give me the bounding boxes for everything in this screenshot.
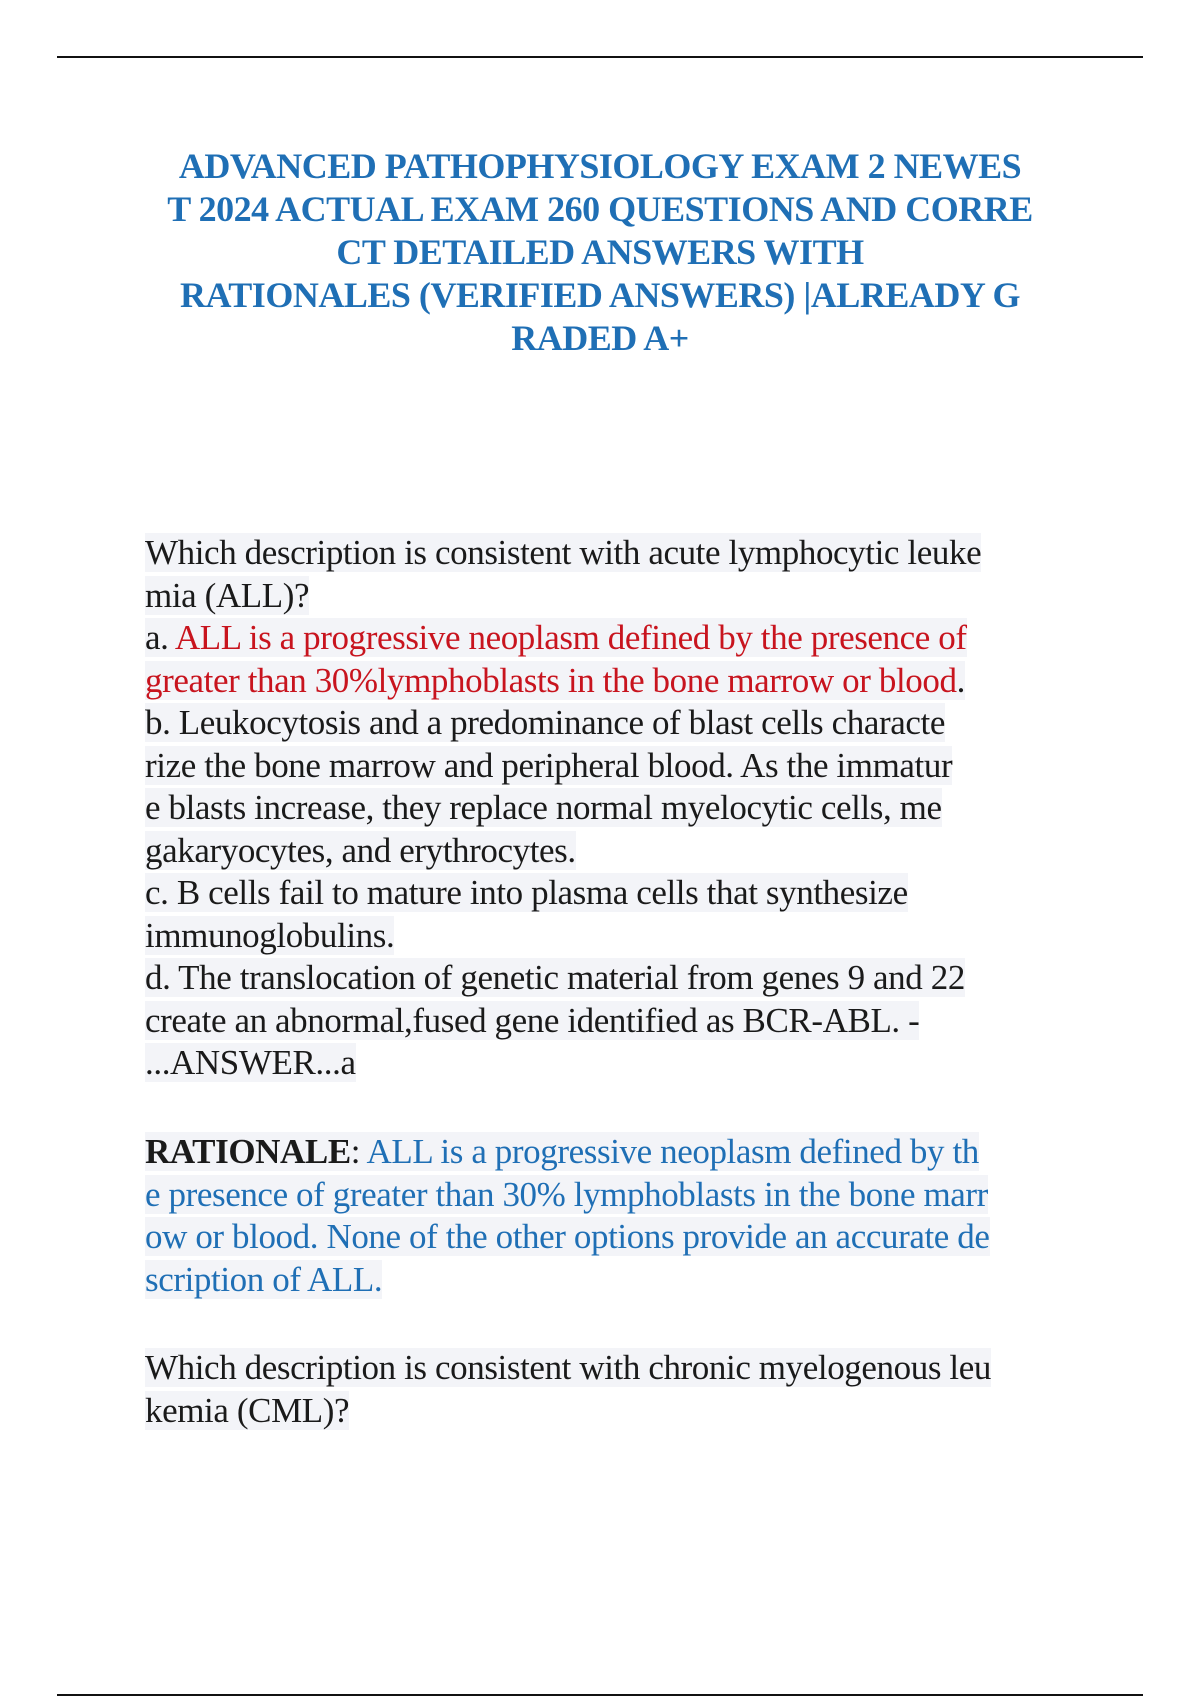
option-a-prefix: a. xyxy=(145,618,175,657)
option-a-line xyxy=(145,617,1075,660)
rationale xyxy=(145,1131,1075,1301)
question-stem-line: Which description is consistent with acute lymphocytic leuke xyxy=(145,533,982,572)
rationale-line: ow or blood. None of the other options provide an accurate de xyxy=(145,1217,990,1256)
document-title xyxy=(145,145,1055,360)
rationale-label: RATIONALE xyxy=(145,1132,351,1171)
bottom-rule xyxy=(57,1694,1143,1696)
option-a-line xyxy=(145,660,1075,703)
title-line: CT DETAILED ANSWERS WITH xyxy=(336,232,864,272)
rationale-line: scription of ALL. xyxy=(145,1259,383,1299)
option-a-text: greater than 30%lymphoblasts in the bone marrow or blood xyxy=(145,660,957,700)
question-2 xyxy=(145,1347,1075,1432)
option-a-text: ALL is a progressive neoplasm defined by the presence of xyxy=(174,618,967,657)
question-1 xyxy=(145,532,1075,1085)
option-b-line: rize the bone marrow and peripheral blood. As the immatur xyxy=(145,745,953,785)
title-line: T 2024 ACTUAL EXAM 260 QUESTIONS AND CORRE xyxy=(167,189,1033,229)
option-d-line: create an abnormal,fused gene identified as BCR-ABL. - xyxy=(145,1000,920,1040)
option-b-line: e blasts increase, they replace normal myelocytic cells, me xyxy=(145,788,942,827)
option-d-line: d. The translocation of genetic material from genes 9 and 22 xyxy=(145,958,965,997)
option-a-suffix: . xyxy=(956,660,965,700)
rationale-line xyxy=(145,1131,1075,1174)
top-rule xyxy=(57,56,1143,58)
option-b-line: gakaryocytes, and erythrocytes. xyxy=(145,830,576,870)
question-stem-line: mia (ALL)? xyxy=(145,575,310,615)
title-line: RADED A+ xyxy=(511,318,689,358)
rationale-line: e presence of greater than 30% lymphoblasts in the bone marr xyxy=(145,1174,988,1214)
title-line: RATIONALES (VERIFIED ANSWERS) |ALREADY G xyxy=(179,275,1021,315)
rationale-separator: : xyxy=(350,1132,367,1171)
answer-line: ...ANSWER...a xyxy=(145,1043,356,1082)
question-stem-line: Which description is consistent with chronic myelogenous leu xyxy=(145,1348,991,1387)
rationale-text: ALL is a progressive neoplasm defined by th xyxy=(366,1132,979,1171)
option-c-line: c. B cells fail to mature into plasma cells that synthesize xyxy=(145,873,908,912)
question-stem-line: kemia (CML)? xyxy=(145,1390,350,1430)
option-b-line: b. Leukocytosis and a predominance of blast cells characte xyxy=(145,703,945,742)
title-line: ADVANCED PATHOPHYSIOLOGY EXAM 2 NEWES xyxy=(178,146,1022,186)
option-c-line: immunoglobulins. xyxy=(145,915,395,955)
